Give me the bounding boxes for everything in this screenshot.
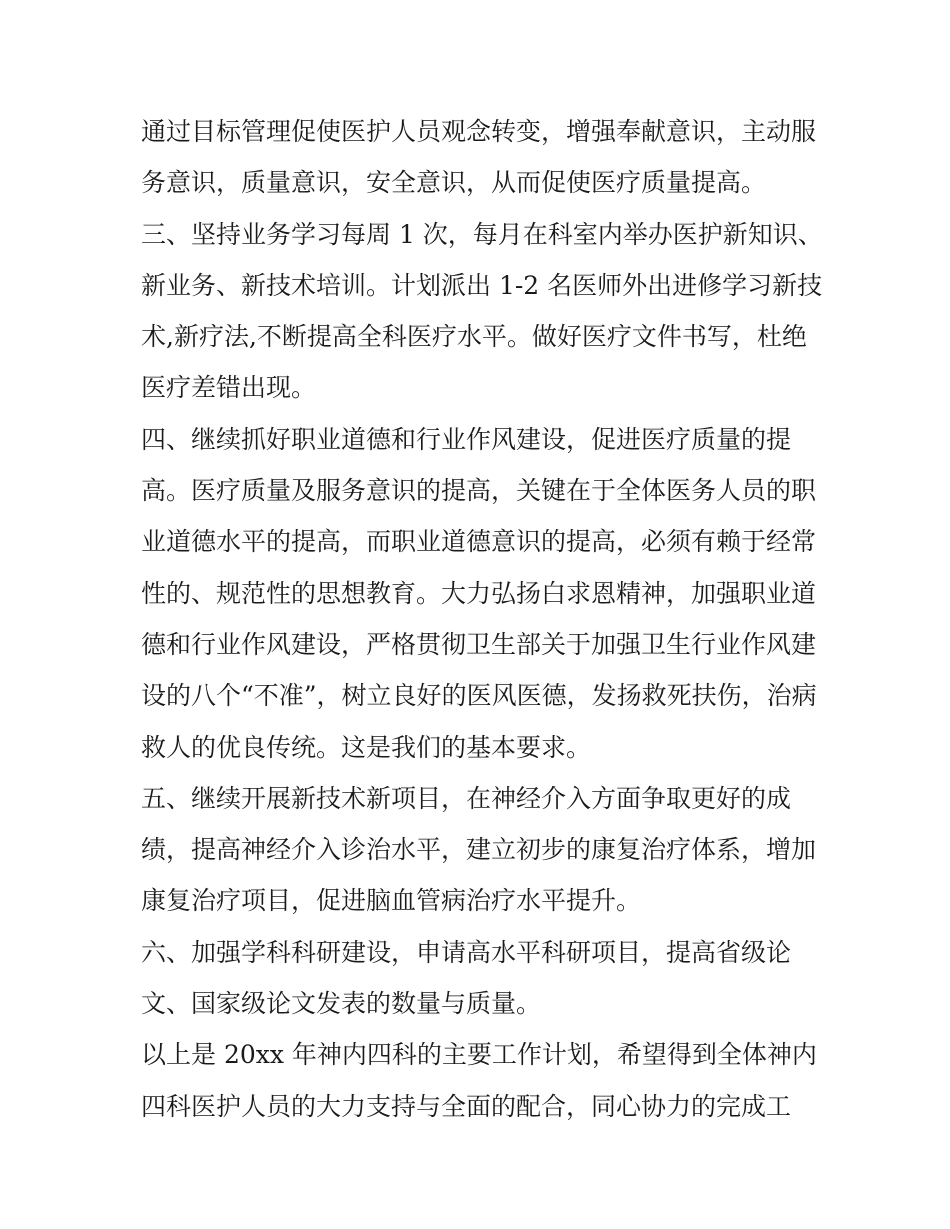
text-line: 三、坚持业务学习每周 1 次，每月在科室内举办医护新知识、: [141, 219, 823, 249]
text-line: 五、继续开展新技术新项目，在神经介入方面争取更好的成: [141, 783, 792, 813]
text-line: 通过目标管理促使医护人员观念转变，增强奉献意识，主动服: [141, 117, 817, 146]
text-line: 六、加强学科科研建设，申请高水平科研项目，提高省级论: [141, 937, 792, 967]
text-line: 业道德水平的提高，而职业道德意识的提高，必须有赖于经常: [141, 527, 817, 557]
document-body: [141, 106, 821, 1132]
text-line: 务意识，质量意识，安全意识，从而促使医疗质量提高。: [141, 168, 767, 198]
text-line: 康复治疗项目，促进脑血管病治疗水平提升。: [141, 886, 642, 916]
text-line: 高。医疗质量及服务意识的提高，关键在于全体医务人员的职: [141, 476, 817, 506]
text-line: 医疗差错出现。: [141, 373, 317, 403]
text-line: 术,新疗法,不断提高全科医疗水平。做好医疗文件书写，杜绝: [141, 322, 807, 352]
text-line: 以上是 20xx 年神内四科的主要工作计划，希望得到全体神内: [141, 1040, 817, 1070]
text-line: 设的八个“不准”，树立良好的医风医德，发扬救死扶伤，治病: [141, 681, 817, 711]
text-line: 四、继续抓好职业道德和行业作风建设，促进医疗质量的提: [141, 424, 792, 454]
text-line: 文、国家级论文发表的数量与质量。: [141, 989, 542, 1019]
text-line: 四科医护人员的大力支持与全面的配合，同心协力的完成工: [141, 1091, 792, 1121]
text-line: 救人的优良传统。这是我们的基本要求。: [141, 732, 592, 762]
text-line: 性的、规范性的思想教育。大力弘扬白求恩精神，加强职业道: [141, 578, 817, 608]
text-line: 德和行业作风建设，严格贯彻卫生部关于加强卫生行业作风建: [141, 629, 817, 659]
text-line: 绩，提高神经介入诊治水平，建立初步的康复治疗体系，增加: [141, 835, 817, 865]
text-line: 新业务、新技术培训。计划派出 1-2 名医师外出进修学习新技: [141, 270, 823, 300]
